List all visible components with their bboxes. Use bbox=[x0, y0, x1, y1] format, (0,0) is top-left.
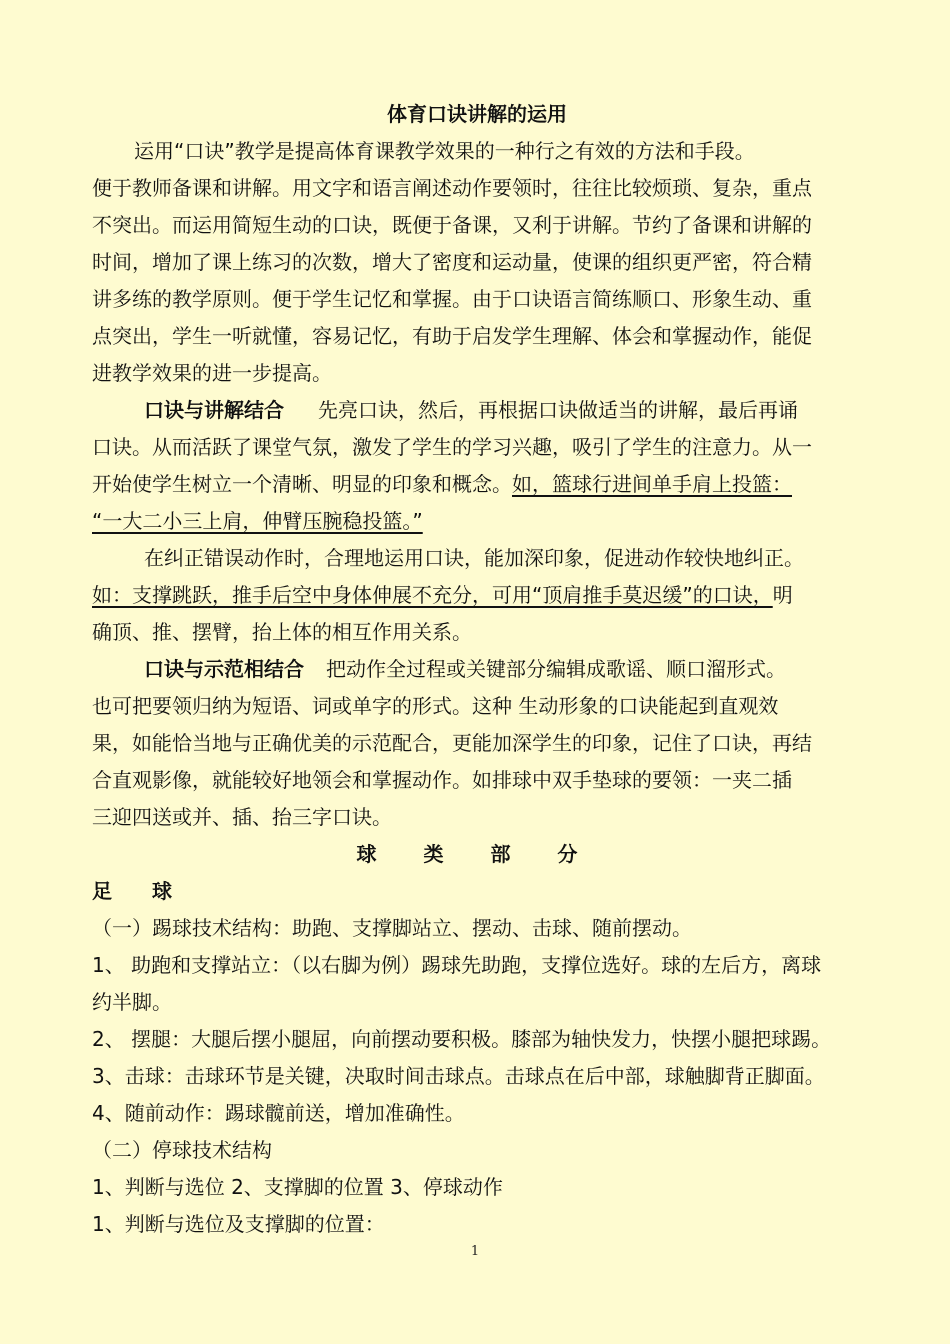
section1-line-6 bbox=[92, 577, 862, 614]
ball-section-title: 球 类 部 分 bbox=[356, 842, 598, 866]
section1-first-line bbox=[92, 392, 862, 429]
football-line-3: 约半脚。 bbox=[92, 990, 172, 1014]
football-line-2: 1、 助跑和支撑站立：（以右脚为例）踢球先助跑，支撑位选好。球的左后方，离球 bbox=[92, 953, 822, 977]
intro-line-7: 进教学效果的进一步提高。 bbox=[92, 361, 332, 385]
section1-line-3 bbox=[92, 466, 862, 503]
football-line-4: 2、 摆腿：大腿后摆小腿屈，向前摆动要积极。膝部为轴快发力，快摆小腿把球踢。 bbox=[92, 1027, 832, 1051]
section2-line-4: 合直观影像，就能较好地领会和掌握动作。如排球中双手垫球的要领：一夹二插 bbox=[92, 768, 792, 792]
section1-example2-underlined: 如：支撑跳跃，推手后空中身体伸展不充分，可用“顶肩推手莫迟缓”的口诀， bbox=[92, 583, 773, 607]
football-line-6: 4、随前动作：踢球髋前送，增加准确性。 bbox=[92, 1101, 465, 1125]
section1-line6-text: 明 bbox=[772, 583, 793, 607]
document-title: 体育口诀讲解的运用 bbox=[387, 102, 567, 126]
football-line-8: 1、判断与选位 2、支撑脚的位置 3、停球动作 bbox=[92, 1175, 503, 1199]
section1-line-5: 在纠正错误动作时，合理地运用口诀，能加深印象，促进动作较快地纠正。 bbox=[144, 546, 804, 570]
section1-line1-text: 先亮口诀，然后，再根据口诀做适当的讲解，最后再诵 bbox=[318, 398, 798, 422]
intro-line-6: 点突出，学生一听就懂，容易记忆，有助于启发学生理解、体会和掌握动作，能促 bbox=[92, 324, 812, 348]
section1-quote-underlined: “一大二小三上肩，伸臂压腕稳投篮。” bbox=[92, 509, 423, 533]
document-page bbox=[92, 96, 862, 1243]
intro-line-4: 时间，增加了课上练习的次数，增大了密度和运动量，使课的组织更严密，符合精 bbox=[92, 250, 812, 274]
section1-line3-text: 开始使学生树立一个清晰、明显的印象和概念。 bbox=[92, 472, 512, 496]
intro-line-5: 讲多练的教学原则。便于学生记忆和掌握。由于口诀语言简练顺口、形象生动、重 bbox=[92, 287, 812, 311]
football-line-1: （一）踢球技术结构：助跑、支撑脚站立、摆动、击球、随前摆动。 bbox=[92, 916, 692, 940]
football-line-7: （二）停球技术结构 bbox=[92, 1138, 272, 1162]
section2-line-2: 也可把要领归纳为短语、词或单字的形式。这种 生动形象的口诀能起到直观效 bbox=[92, 694, 779, 718]
section1-line-7: 确顶、推、摆臂，抬上体的相互作用关系。 bbox=[92, 620, 472, 644]
football-line-9: 1、判断与选位及支撑脚的位置： bbox=[92, 1212, 385, 1236]
section1-line-4 bbox=[92, 503, 862, 540]
football-line-5: 3、击球：击球环节是关键，决取时间击球点。击球点在后中部，球触脚背正脚面。 bbox=[92, 1064, 825, 1088]
intro-line-1: 运用“口诀”教学是提高体育课教学效果的一种行之有效的方法和手段。 bbox=[134, 139, 755, 163]
section1-example-underlined: 如，篮球行进间单手肩上投篮： bbox=[512, 472, 792, 496]
section2-first-line bbox=[92, 651, 862, 688]
football-title: 足 球 bbox=[92, 879, 172, 903]
section2-heading: 口诀与示范相结合 bbox=[144, 657, 304, 681]
section2-line-5: 三迎四送或并、插、抬三字口诀。 bbox=[92, 805, 392, 829]
page-number: 1 bbox=[470, 1244, 480, 1259]
intro-line-2: 便于教师备课和讲解。用文字和语言阐述动作要领时，往往比较烦琐、复杂，重点 bbox=[92, 176, 812, 200]
section1-heading: 口诀与讲解结合 bbox=[144, 398, 284, 422]
section2-line1-text: 把动作全过程或关键部分编辑成歌谣、顺口溜形式。 bbox=[326, 657, 786, 681]
intro-line-3: 不突出。而运用简短生动的口诀，既便于备课，又利于讲解。节约了备课和讲解的 bbox=[92, 213, 812, 237]
section2-line-3: 果，如能恰当地与正确优美的示范配合，更能加深学生的印象，记住了口诀，再结 bbox=[92, 731, 812, 755]
section1-line-2: 口诀。从而活跃了课堂气氛，激发了学生的学习兴趣，吸引了学生的注意力。从一 bbox=[92, 435, 812, 459]
